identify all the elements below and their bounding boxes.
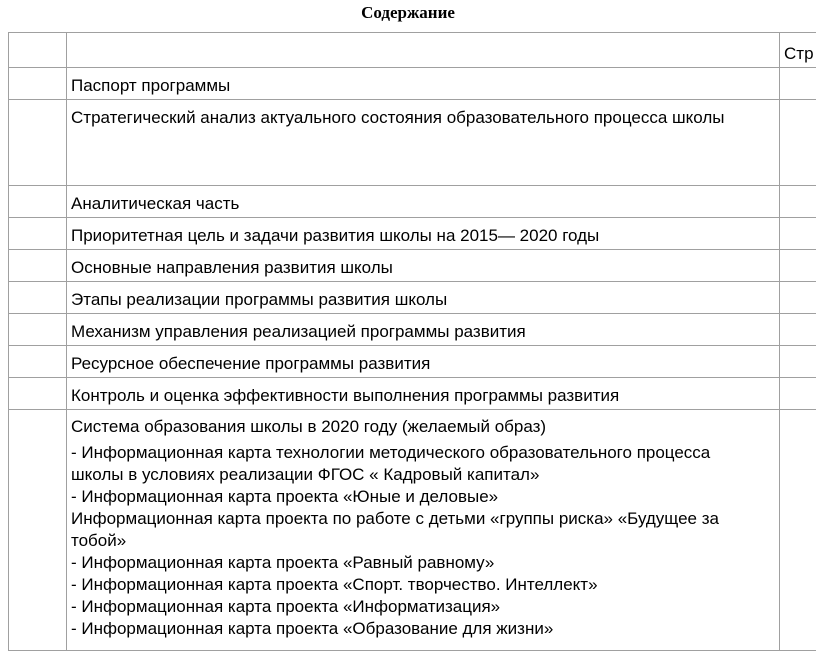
project-line: - Информационная карта проекта «Юные и деловые»	[71, 486, 775, 508]
table-row	[9, 314, 816, 346]
project-line: - Информационная карта технологии методического образовательного процесса	[71, 442, 775, 464]
number-cell	[9, 33, 67, 68]
number-cell	[9, 378, 67, 410]
section-title: Стратегический анализ актуального состояния образовательного процесса школы	[67, 100, 780, 186]
number-cell	[9, 250, 67, 282]
table-row	[9, 282, 816, 314]
section-title: Приоритетная цель и задачи развития школы на 2015— 2020 годы	[67, 218, 780, 250]
page-cell	[780, 282, 816, 314]
number-cell	[9, 68, 67, 100]
contents-table	[8, 32, 816, 651]
section-title: Этапы реализации программы развития школы	[67, 282, 780, 314]
project-line: - Информационная карта проекта «Равный равному»	[71, 552, 775, 574]
table-header-row	[9, 33, 816, 68]
table-row	[9, 68, 816, 100]
table-row	[9, 250, 816, 282]
section-title: Система образования школы в 2020 году (желаемый образ)	[71, 416, 775, 438]
project-line: - Информационная карта проекта «Информатизация»	[71, 596, 775, 618]
table-row	[9, 378, 816, 410]
table-row	[9, 218, 816, 250]
page-cell	[780, 186, 816, 218]
table-row	[9, 186, 816, 218]
section-title: Ресурсное обеспечение программы развития	[67, 346, 780, 378]
page-cell	[780, 346, 816, 378]
number-cell	[9, 346, 67, 378]
section-title: Аналитическая часть	[67, 186, 780, 218]
section-title: Паспорт программы	[67, 68, 780, 100]
number-cell	[9, 410, 67, 651]
number-cell	[9, 100, 67, 186]
page-cell	[780, 100, 816, 186]
document-title: Содержание	[0, 2, 816, 24]
page-cell	[780, 378, 816, 410]
section-title: Основные направления развития школы	[67, 250, 780, 282]
project-line: - Информационная карта проекта «Образование для жизни»	[71, 618, 775, 640]
table-row	[9, 100, 816, 186]
header-text-cell	[67, 33, 780, 68]
project-line: школы в условиях реализации ФГОС « Кадровый капитал»	[71, 464, 775, 486]
page-cell	[780, 250, 816, 282]
page-cell	[780, 68, 816, 100]
number-cell	[9, 282, 67, 314]
page-cell	[780, 314, 816, 346]
page-cell	[780, 218, 816, 250]
page-cell	[780, 410, 816, 651]
section-block	[67, 410, 780, 651]
project-line: тобой»	[71, 530, 775, 552]
table-row	[9, 346, 816, 378]
section-title: Механизм управления реализацией программы развития	[67, 314, 780, 346]
number-cell	[9, 186, 67, 218]
section-title: Контроль и оценка эффективности выполнения программы развития	[67, 378, 780, 410]
page-column-header: Стр	[780, 33, 816, 68]
number-cell	[9, 218, 67, 250]
table-row	[9, 410, 816, 651]
project-line: - Информационная карта проекта «Спорт. творчество. Интеллект»	[71, 574, 775, 596]
project-line: Информационная карта проекта по работе с детьми «группы риска» «Будущее за	[71, 508, 775, 530]
number-cell	[9, 314, 67, 346]
